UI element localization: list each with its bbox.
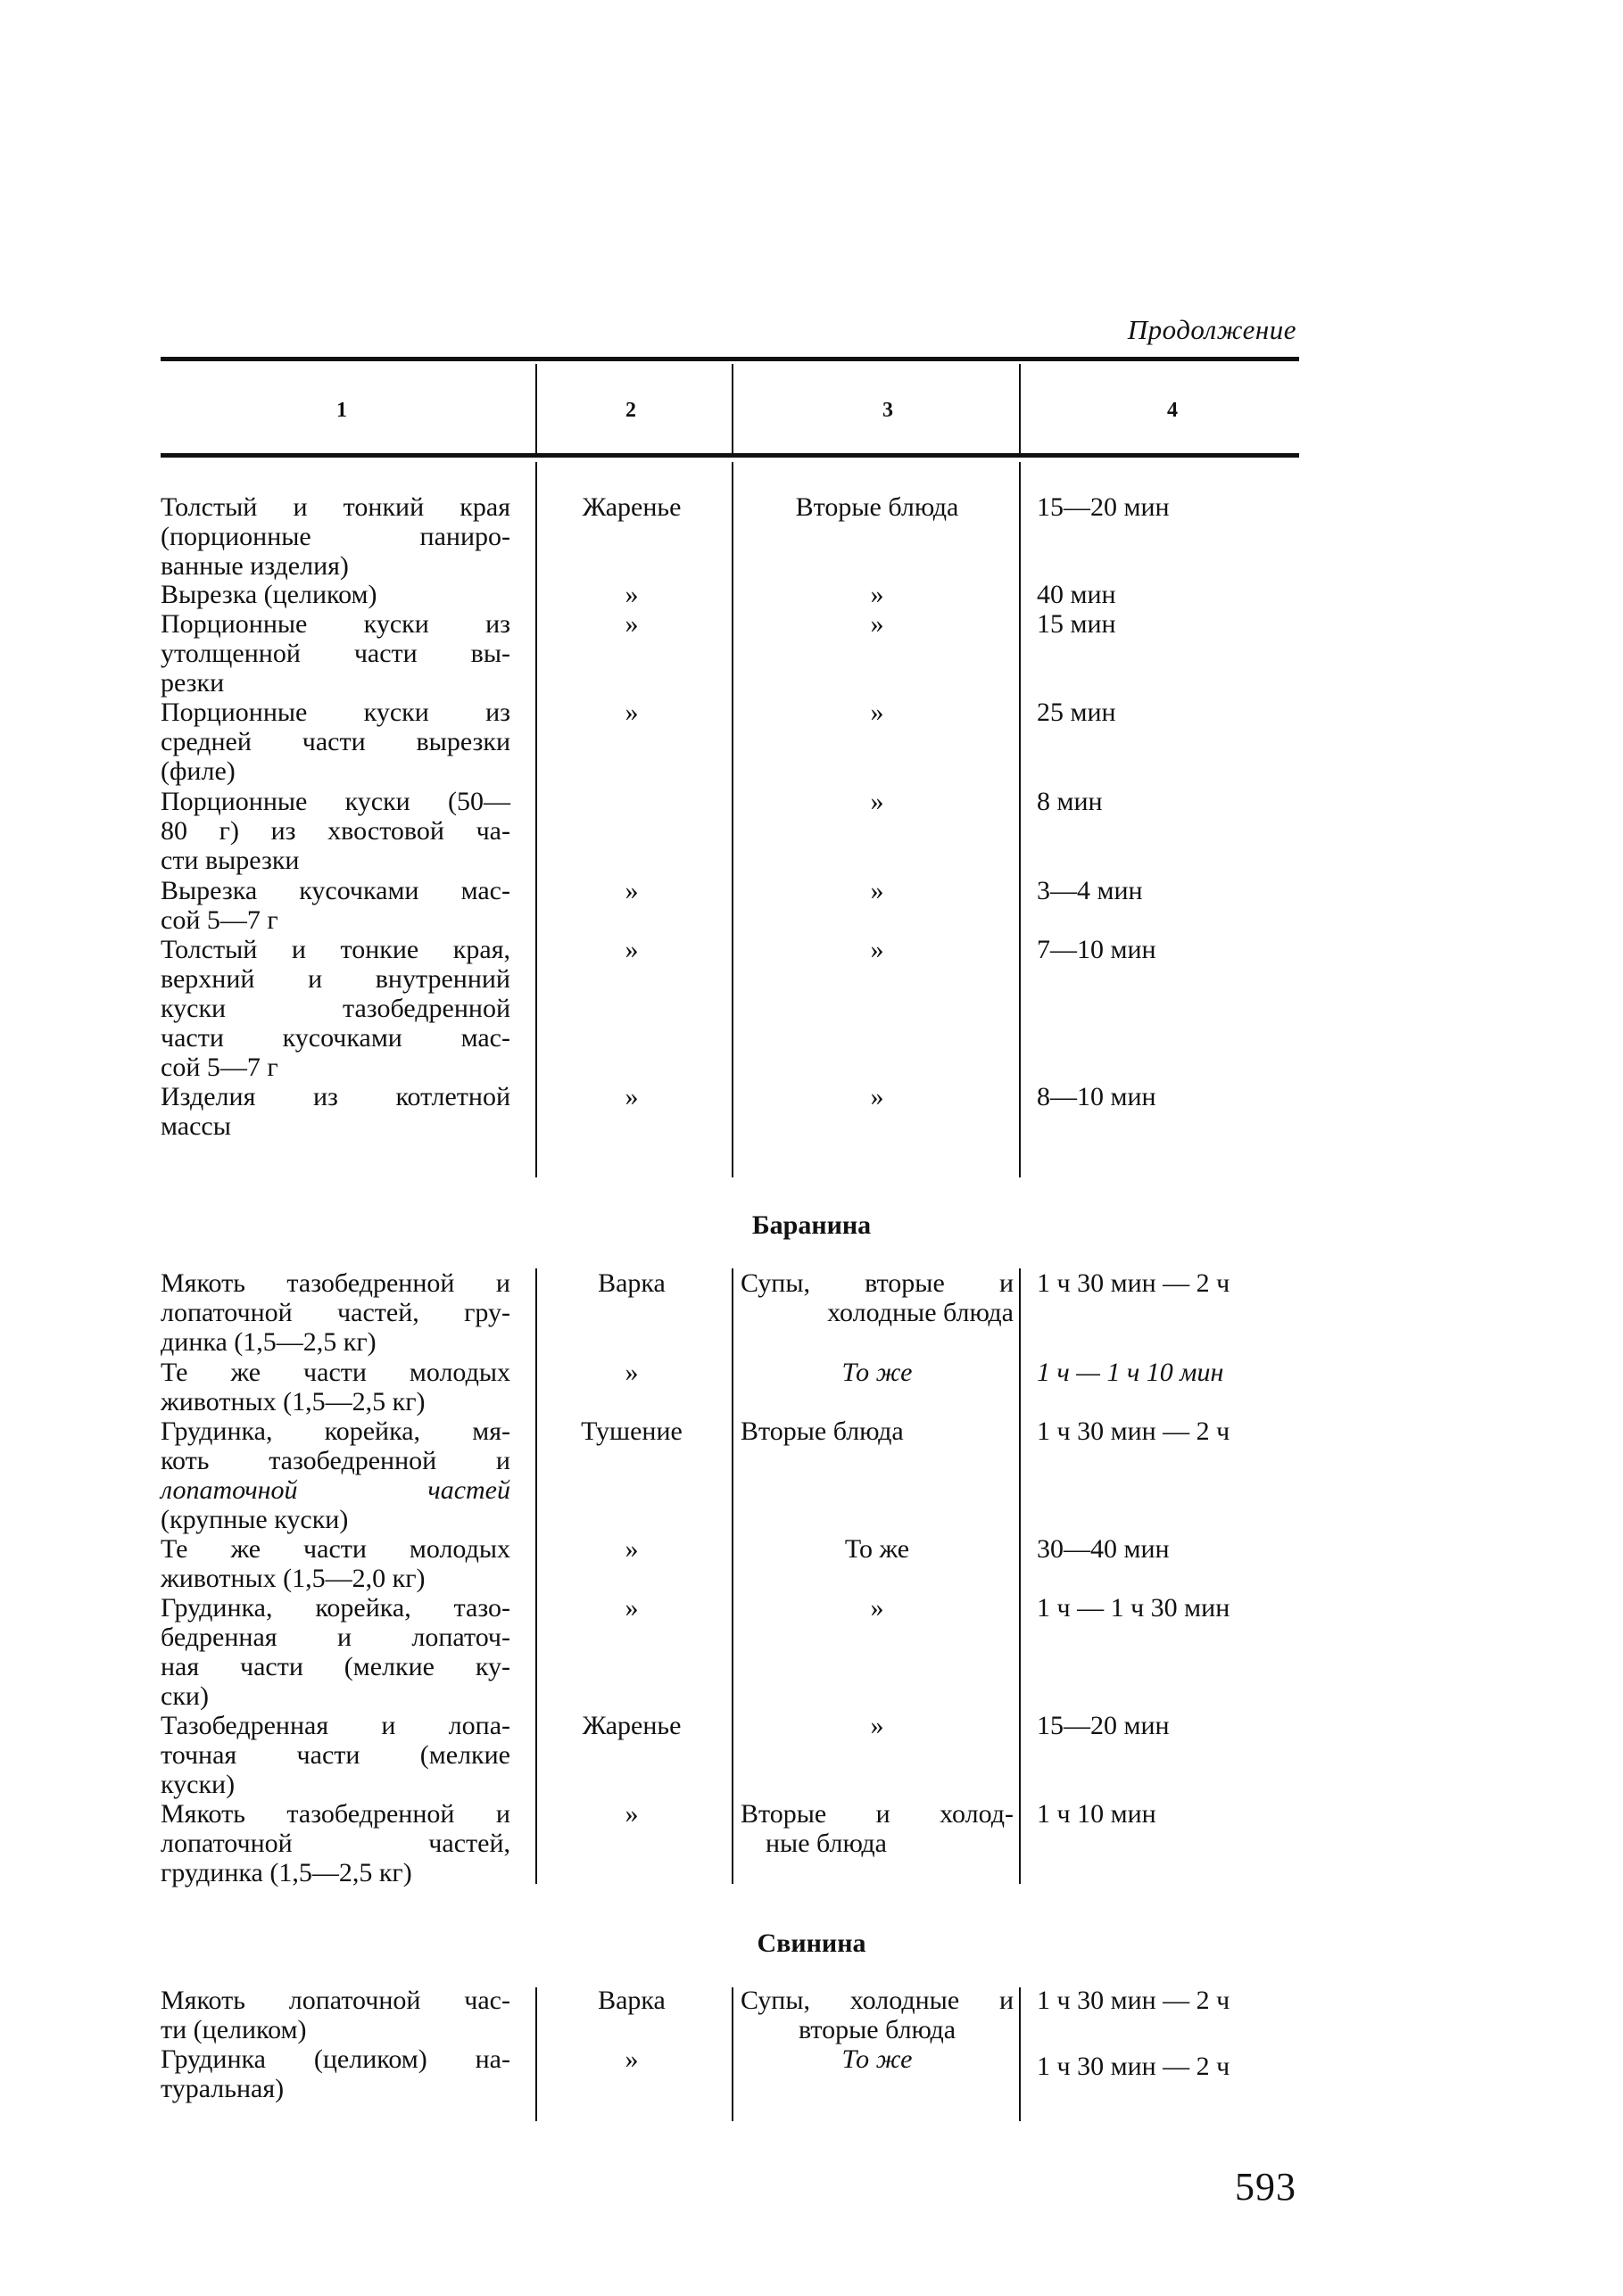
cut-name-line: (филе) (161, 756, 236, 786)
cut-name (161, 580, 510, 609)
cooking-method: Тушение (581, 1416, 683, 1446)
dish-usage: То же (841, 1358, 913, 1387)
dish-usage (741, 1268, 1014, 1327)
dish-usage: » (870, 876, 884, 905)
header-divider (1019, 364, 1021, 453)
dish-usage: » (870, 609, 884, 639)
cut-name-line: лопаточной частей, (161, 1829, 510, 1858)
header-divider (535, 364, 537, 453)
dish-usage-line: холодные блюда (827, 1298, 1014, 1327)
cut-name-line: ванные изделия) (161, 551, 349, 581)
cut-name-line: Те же части молодых (161, 1358, 510, 1387)
cut-name-line: (крупные куски) (161, 1505, 349, 1534)
cut-name-line: Грудинка (целиком) на- (161, 2044, 510, 2074)
cut-name (161, 1534, 510, 1593)
cooking-time: 8—10 мин (1037, 1082, 1156, 1111)
cut-name-line: сой 5—7 г (161, 905, 278, 935)
dish-usage: То же (844, 1534, 910, 1564)
dish-usage: » (870, 787, 884, 816)
cooking-time: 1 ч 30 мин — 2 ч (1037, 2052, 1230, 2081)
cut-name-line: Вырезка (целиком) (161, 580, 377, 609)
cooking-method: Варка (598, 1268, 666, 1298)
dish-usage: » (870, 580, 884, 609)
cut-name-line: ная части (мелкие ку- (161, 1652, 510, 1681)
dish-usage: » (870, 698, 884, 727)
column-divider (732, 1987, 733, 2121)
header-divider (732, 364, 733, 453)
cooking-time: 1 ч 10 мин (1037, 1799, 1156, 1829)
dish-usage (741, 1986, 1014, 2044)
dish-usage: » (870, 1711, 884, 1740)
column-divider (1019, 1268, 1021, 1884)
cooking-method: » (625, 580, 639, 609)
cut-name-line: массы (161, 1111, 231, 1141)
cooking-method: » (625, 1358, 639, 1387)
cut-name-line: Вырезка кусочками мас- (161, 876, 510, 905)
dish-usage: Вторые блюда (741, 1416, 904, 1446)
cooking-time: 1 ч — 1 ч 30 мин (1037, 1593, 1230, 1623)
cut-name-line: лопаточной частей, гру- (161, 1298, 510, 1327)
column-header-3: 3 (882, 399, 893, 422)
cut-name-line: куски) (161, 1770, 236, 1799)
cut-name-line: динка (1,5—2,5 кг) (161, 1327, 377, 1357)
continued-label: Продолжение (1127, 314, 1296, 345)
cooking-method: » (625, 1082, 639, 1111)
cut-name-line: животных (1,5—2,0 кг) (161, 1564, 426, 1593)
cooking-method: » (625, 1534, 639, 1564)
cut-name-line: коть тазобедренной и (161, 1446, 510, 1475)
cut-name (161, 1082, 510, 1141)
cut-name-line: грудинка (1,5—2,5 кг) (161, 1858, 412, 1887)
cut-name-line: ски) (161, 1681, 209, 1711)
cut-name-line: куски тазобедренной (161, 994, 510, 1023)
dish-usage-line: Вторые и холод- (741, 1799, 1014, 1829)
cut-name-line: Толстый и тонкие края, (161, 935, 510, 964)
cooking-time: 40 мин (1037, 580, 1116, 609)
cut-name-line: сой 5—7 г (161, 1053, 278, 1082)
cooking-method: » (625, 1593, 639, 1623)
cooking-time: 1 ч 30 мин — 2 ч (1037, 1986, 1230, 2015)
column-header-1: 1 (336, 399, 347, 422)
cut-name-line: Изделия из котлетной (161, 1082, 510, 1111)
cooking-method: » (625, 698, 639, 727)
cooking-time: 3—4 мин (1037, 876, 1143, 905)
dish-usage (741, 1799, 1014, 1858)
cut-name (161, 935, 510, 1082)
cut-name-line: Те же части молодых (161, 1534, 510, 1564)
cooking-time: 30—40 мин (1037, 1534, 1170, 1564)
cooking-time: 7—10 мин (1037, 935, 1156, 964)
cut-name-line: точная части (мелкие (161, 1740, 510, 1770)
cut-name-line: туральная) (161, 2074, 285, 2103)
cut-name-line: Порционные куски из (161, 609, 510, 639)
column-divider (535, 462, 537, 1177)
dish-usage-line: вторые блюда (798, 2015, 956, 2044)
cut-name-line: средней части вырезки (161, 727, 510, 756)
cut-name (161, 876, 510, 935)
section-title-lamb: Баранина (751, 1210, 872, 1240)
cooking-time: 1 ч 30 мин — 2 ч (1037, 1416, 1230, 1446)
cooking-method: Варка (598, 1986, 666, 2015)
cut-name-line: Толстый и тонкий края (161, 492, 510, 522)
column-header-2: 2 (625, 399, 636, 422)
cooking-time: 15—20 мин (1037, 492, 1170, 522)
cut-name-line: Мякоть тазобедренной и (161, 1268, 510, 1298)
column-divider (1019, 462, 1021, 1177)
cut-name (161, 492, 510, 581)
cut-name (161, 1358, 510, 1416)
column-divider (535, 1987, 537, 2121)
cut-name-line: Грудинка, корейка, тазо- (161, 1593, 510, 1623)
cooking-time: 1 ч 30 мин — 2 ч (1037, 1268, 1230, 1298)
cut-name-line: резки (161, 668, 225, 698)
page-number: 593 (1235, 2165, 1296, 2209)
cut-name (161, 2044, 510, 2103)
dish-usage: » (870, 1082, 884, 1111)
cooking-method: Жаренье (582, 492, 682, 522)
cut-name-line: 80 г) из хвостовой ча- (161, 816, 510, 846)
dish-usage-line: Супы, вторые и (741, 1268, 1014, 1298)
cut-name-line: части кусочками мас- (161, 1023, 510, 1053)
dish-usage: То же (841, 2044, 913, 2074)
column-header-4: 4 (1167, 399, 1178, 422)
cooking-method: » (625, 609, 639, 639)
cut-name-line: животных (1,5—2,5 кг) (161, 1387, 426, 1416)
cooking-method: » (625, 935, 639, 964)
cut-name (161, 609, 510, 698)
dish-usage-line: ные блюда (766, 1829, 887, 1858)
cut-name-line: Мякоть тазобедренной и (161, 1799, 510, 1829)
cooking-method: » (625, 1799, 639, 1829)
section-title-pork: Свинина (757, 1928, 866, 1958)
cut-name (161, 1711, 510, 1799)
cut-name (161, 1593, 510, 1711)
cut-name-line: Тазобедренная и лопа- (161, 1711, 510, 1740)
cut-name (161, 1416, 510, 1534)
cut-name-line: бедренная и лопаточ- (161, 1623, 510, 1652)
cut-name (161, 1799, 510, 1887)
column-divider (1019, 1987, 1021, 2121)
cut-name-line: ти (целиком) (161, 2015, 307, 2044)
cut-name-line: лопаточной частей (161, 1475, 510, 1505)
dish-usage: » (870, 935, 884, 964)
column-divider (732, 1268, 733, 1884)
cut-name (161, 787, 510, 875)
cut-name (161, 1986, 510, 2044)
cooking-time: 8 мин (1037, 787, 1103, 816)
cut-name (161, 1268, 510, 1357)
table-top-rule (161, 357, 1299, 361)
dish-usage-line: Супы, холодные и (741, 1986, 1014, 2015)
cooking-time: 15—20 мин (1037, 1711, 1170, 1740)
cooking-time: 25 мин (1037, 698, 1116, 727)
cut-name (161, 698, 510, 786)
dish-usage: Вторые блюда (795, 492, 959, 522)
cut-name-line: Грудинка, корейка, мя- (161, 1416, 510, 1446)
cut-name-line: утолщенной части вы- (161, 639, 510, 668)
dish-usage: » (870, 1593, 884, 1623)
cut-name-line: Порционные куски (50— (161, 787, 510, 816)
table-header-rule (161, 453, 1299, 458)
column-divider (732, 462, 733, 1177)
cooking-method: Жаренье (582, 1711, 682, 1740)
cooking-method: » (625, 876, 639, 905)
cut-name-line: сти вырезки (161, 846, 300, 875)
cut-name-line: (порционные панирo- (161, 522, 510, 551)
cooking-method: » (625, 2044, 639, 2074)
cooking-time: 15 мин (1037, 609, 1116, 639)
cut-name-line: Порционные куски из (161, 698, 510, 727)
column-divider (535, 1268, 537, 1884)
cooking-time: 1 ч — 1 ч 10 мин (1037, 1358, 1224, 1387)
cut-name-line: верхний и внутренний (161, 964, 510, 994)
cut-name-line: Мякоть лопаточной час- (161, 1986, 510, 2015)
